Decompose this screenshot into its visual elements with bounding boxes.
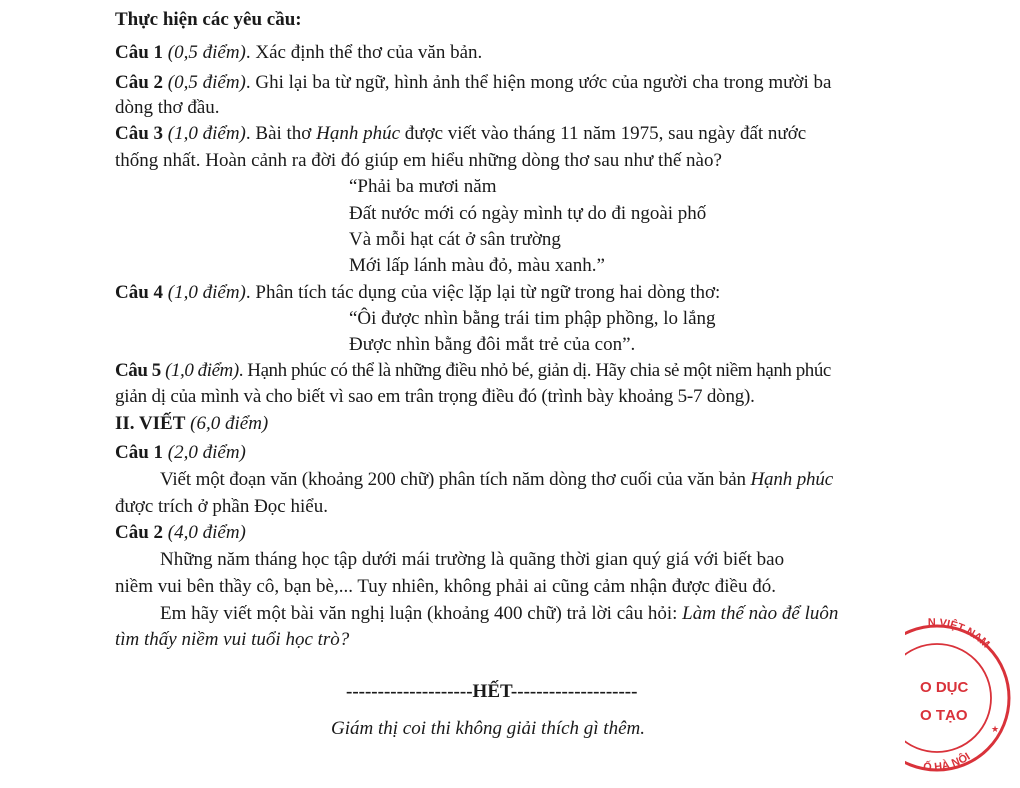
question-5: Câu 5 (1,0 điểm). Hạnh phúc có thể là những điều nhỏ bé, giản dị. Hãy chia sẻ một niềm hạnh phúc xyxy=(115,360,831,381)
writing-question-2-task: Em hãy viết một bài văn nghị luận (khoảng 400 chữ) trả lời câu hỏi: Làm thế nào để luôn xyxy=(160,603,839,624)
writing-question-1-continued: được trích ở phần Đọc hiểu. xyxy=(115,496,328,517)
seal-icon xyxy=(905,608,1020,788)
seal-arc-top: N VIỆT NAM xyxy=(927,616,992,651)
end-mark: --------------------HẾT-------------------- xyxy=(346,681,638,702)
poem-line: “Ôi được nhìn bằng trái tim phập phồng, lo lắng xyxy=(349,308,716,329)
writing-question-1-text: Viết một đoạn văn (khoảng 200 chữ) phân tích năm dòng thơ cuối của văn bản Hạnh phúc xyxy=(160,469,834,490)
question-2: Câu 2 (0,5 điểm). Ghi lại ba từ ngữ, hình ảnh thể hiện mong ước của người cha trong mười ba xyxy=(115,72,832,93)
poem-line: Đất nước mới có ngày mình tự do đi ngoài phố xyxy=(349,203,707,224)
question-2-continued: dòng thơ đầu. xyxy=(115,97,220,118)
poem-line: Và mỗi hạt cát ở sân trường xyxy=(349,229,561,250)
seal-arc-bottom: Ố HÀ NỘI xyxy=(922,750,973,774)
proctor-note: Giám thị coi thi không giải thích gì thêm. xyxy=(331,718,645,739)
question-4: Câu 4 (1,0 điểm). Phân tích tác dụng của việc lặp lại từ ngữ trong hai dòng thơ: xyxy=(115,282,721,303)
writing-question-2-text: Những năm tháng học tập dưới mái trường là quãng thời gian quý giá với biết bao xyxy=(160,549,785,570)
seal-line-2: O TẠO xyxy=(920,707,968,724)
poem-line: Được nhìn bằng đôi mắt trẻ của con”. xyxy=(349,334,636,355)
official-seal xyxy=(905,608,1020,788)
seal-star: ★ xyxy=(991,725,1000,735)
poem-line: “Phải ba mươi năm xyxy=(349,176,497,197)
question-5-continued: giản dị của mình và cho biết vì sao em trân trọng điều đó (trình bày khoảng 5-7 dòng). xyxy=(115,386,755,407)
question-1: Câu 1 (0,5 điểm). Xác định thể thơ của văn bản. xyxy=(115,42,483,63)
svg-text:N VIỆT NAM xyxy=(928,617,992,651)
svg-text:Ố HÀ NỘI xyxy=(923,751,973,774)
writing-question-2-task-continued: tìm thấy niềm vui tuổi học trò? xyxy=(115,629,350,650)
section-2-title: II. VIẾT (6,0 điểm) xyxy=(115,413,269,434)
writing-question-1: Câu 1 (2,0 điểm) xyxy=(115,442,246,463)
seal-line-1: O DỤC xyxy=(920,679,969,696)
writing-question-2: Câu 2 (4,0 điểm) xyxy=(115,522,246,543)
poem-line: Mới lấp lánh màu đỏ, màu xanh.” xyxy=(349,255,605,276)
question-3: Câu 3 (1,0 điểm). Bài thơ Hạnh phúc được viết vào tháng 11 năm 1975, sau ngày đất nước xyxy=(115,123,807,144)
requirements-heading: Thực hiện các yêu cầu: xyxy=(115,9,302,30)
writing-question-2-continued: niềm vui bên thầy cô, bạn bè,... Tuy nhiên, không phải ai cũng cảm nhận được điều đó. xyxy=(115,576,776,597)
question-3-continued: thống nhất. Hoàn cảnh ra đời đó giúp em hiểu những dòng thơ sau như thế nào? xyxy=(115,150,722,171)
